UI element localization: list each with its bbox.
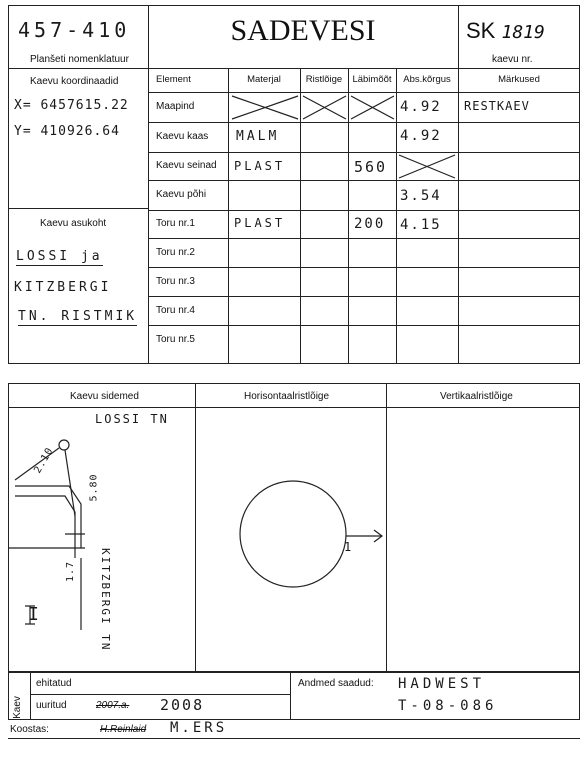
coordinate-x: X= 6457615.22 xyxy=(14,98,129,113)
well-prefix: SK xyxy=(466,18,496,43)
row-element-label: Kaevu seinad xyxy=(156,160,217,171)
data-from-label: Andmed saadud: xyxy=(298,678,374,689)
data-source-ref: T-08-086 xyxy=(398,698,498,714)
horizontal-section-label: Horisontaalristlõige xyxy=(244,391,330,402)
row-element-label: Kaevu põhi xyxy=(156,189,207,200)
header-diameter: Läbimõõt xyxy=(352,74,392,85)
header-cross-section: Ristlõige xyxy=(305,74,343,85)
location-line-1: LOSSI ja xyxy=(16,249,103,264)
header-element: Element xyxy=(156,74,191,85)
cell-material: PLAST xyxy=(234,159,286,173)
section-mark-visible: I xyxy=(28,604,41,625)
row-element-label: Toru nr.3 xyxy=(156,276,195,287)
measured-old-year: 2007.a. xyxy=(96,700,130,711)
cell-diameter: 200 xyxy=(354,216,386,232)
compiled-by: M.ERS xyxy=(170,720,228,736)
vertical-section-label: Vertikaalristlõige xyxy=(440,391,513,402)
cell-notes: RESTKAEV xyxy=(464,99,530,113)
compiled-label: Koostas: xyxy=(10,724,49,735)
cell-elevation: 3.54 xyxy=(400,188,442,204)
ties-label: Kaevu sidemed xyxy=(70,391,139,402)
dimension-label: 2.10 xyxy=(32,445,56,476)
crossed-cells xyxy=(0,0,588,364)
row-element-label: Toru nr.2 xyxy=(156,247,195,258)
row-element-label: Toru nr.4 xyxy=(156,305,195,316)
measured-label: uuritud xyxy=(36,700,67,711)
row-element-label: Toru nr.5 xyxy=(156,334,195,345)
cell-material: PLAST xyxy=(234,216,286,230)
page-title: SADEVESI xyxy=(230,14,376,47)
sheet-label: Planšeti nomenklatuur xyxy=(30,54,129,65)
street-label-kitzbergi: KITZBERGI TN xyxy=(99,548,112,652)
horizontal-section-sketch xyxy=(196,408,386,670)
dimension-label: 1.7 xyxy=(65,560,77,583)
location-line-3: TN. RISTMIK xyxy=(18,309,138,324)
row-element-label: Toru nr.1 xyxy=(156,218,195,229)
well-number-value: 1819 xyxy=(501,22,545,43)
compiled-old-name: H.Reinlaid xyxy=(100,724,147,735)
cell-material: MALM xyxy=(236,129,280,144)
header-material: Materjal xyxy=(247,74,281,85)
pipe-number: 1 xyxy=(344,540,354,554)
kaev-label: Kaev xyxy=(11,696,23,719)
cell-elevation: 4.15 xyxy=(400,217,442,233)
location-label: Kaevu asukoht xyxy=(40,218,107,229)
well-label: kaevu nr. xyxy=(492,54,533,65)
dimension-label: 5.80 xyxy=(88,473,100,502)
coordinates-label: Kaevu koordinaadid xyxy=(30,76,119,87)
header-notes: Märkused xyxy=(498,74,540,85)
row-element-label: Maapind xyxy=(156,101,195,112)
location-line-2: KITZBERGI xyxy=(14,280,112,295)
cell-elevation: 4.92 xyxy=(400,128,442,144)
coordinate-y: Y= 410926.64 xyxy=(14,124,120,139)
row-element-label: Kaevu kaas xyxy=(156,131,209,142)
cell-elevation: 4.92 xyxy=(400,99,442,115)
built-label: ehitatud xyxy=(36,678,72,689)
measured-year: 2008 xyxy=(160,696,205,714)
cell-diameter: 560 xyxy=(354,158,388,176)
data-source: HADWEST xyxy=(398,676,486,692)
sheet-number: 457-410 xyxy=(18,18,131,42)
header-elevation: Abs.kõrgus xyxy=(403,74,451,85)
street-label-lossi: LOSSI TN xyxy=(95,412,169,426)
